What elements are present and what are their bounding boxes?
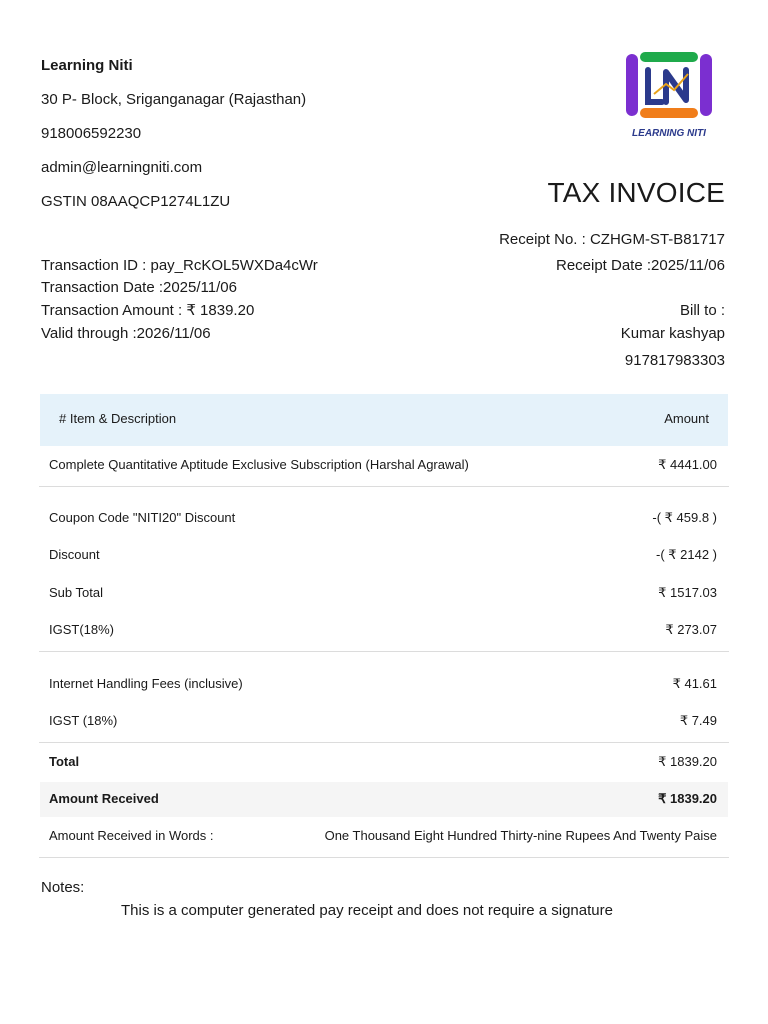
subtotal-value: ₹ 1517.03	[658, 585, 717, 600]
amount-received-label: Amount Received	[49, 791, 159, 806]
transaction-id: Transaction ID : pay_RcKOL5WXDa4cWr	[41, 257, 318, 274]
divider	[39, 486, 729, 487]
company-logo	[614, 48, 724, 144]
item-description: Complete Quantitative Aptitude Exclusive Subscription (Harshal Agrawal)	[49, 457, 469, 472]
handling-fee-label: Internet Handling Fees (inclusive)	[49, 676, 243, 691]
amount-words-value: One Thousand Eight Hundred Thirty-nine Rupees And Twenty Paise	[324, 828, 717, 843]
bill-to-label: Bill to :	[679, 302, 725, 319]
handling-igst-label: IGST (18%)	[49, 713, 118, 728]
discount-label: Discount	[49, 547, 100, 562]
notes-text: This is a computer generated pay receipt and does not require a signature	[121, 902, 613, 919]
company-info	[41, 56, 381, 210]
divider	[39, 857, 729, 858]
invoice-title: TAX INVOICE	[547, 177, 725, 208]
divider	[39, 742, 729, 743]
handling-igst-value: ₹ 7.49	[679, 713, 717, 728]
divider	[39, 651, 729, 652]
coupon-value: -( ₹ 459.8 )	[652, 510, 717, 525]
coupon-label: Coupon Code "NITI20" Discount	[49, 510, 236, 525]
company-name: Learning Niti	[41, 57, 133, 74]
company-address: 30 P- Block, Sriganganagar (Rajasthan)	[41, 91, 307, 108]
valid-through: Valid through :2026/11/06	[41, 325, 211, 342]
total-row	[40, 753, 728, 771]
discount-row	[40, 546, 728, 564]
igst-row	[40, 621, 728, 639]
transaction-date: Transaction Date :2025/11/06	[41, 279, 237, 296]
handling-fee-row	[40, 675, 728, 693]
company-phone: 918006592230	[41, 125, 142, 142]
bill-to-phone: 917817983303	[624, 352, 725, 369]
logo-text: LEARNING NITI	[632, 128, 706, 139]
items-table-header	[40, 394, 728, 446]
header-amount: Amount	[664, 411, 709, 426]
subtotal-row	[40, 584, 728, 602]
bill-to-name: Kumar kashyap	[620, 325, 725, 342]
item-amount: ₹ 4441.00	[658, 457, 717, 472]
subtotal-label: Sub Total	[49, 585, 103, 600]
amount-words-label: Amount Received in Words :	[49, 828, 214, 843]
header-item-description: # Item & Description	[59, 411, 177, 426]
item-row	[40, 456, 728, 474]
handling-fee-value: ₹ 41.61	[672, 676, 717, 691]
total-value: ₹ 1839.20	[658, 754, 717, 769]
total-label: Total	[49, 754, 80, 769]
amount-received-value: ₹ 1839.20	[658, 791, 717, 806]
notes-label: Notes:	[41, 879, 85, 896]
amount-received-row	[40, 790, 728, 808]
transaction-amount: Transaction Amount : ₹ 1839.20	[41, 302, 255, 319]
receipt-date: Receipt Date :2025/11/06	[555, 257, 725, 274]
igst-label: IGST(18%)	[49, 622, 115, 637]
company-email: admin@learningniti.com	[41, 159, 203, 176]
amount-words-row	[40, 827, 728, 845]
igst-value: ₹ 273.07	[665, 622, 717, 637]
coupon-row	[40, 509, 728, 527]
receipt-number: Receipt No. : CZHGM-ST-B81717	[499, 231, 725, 248]
discount-value: -( ₹ 2142 )	[655, 547, 717, 562]
logo-mark-icon	[614, 48, 724, 144]
company-gstin: GSTIN 08AAQCP1274L1ZU	[41, 193, 231, 210]
handling-igst-row	[40, 712, 728, 730]
